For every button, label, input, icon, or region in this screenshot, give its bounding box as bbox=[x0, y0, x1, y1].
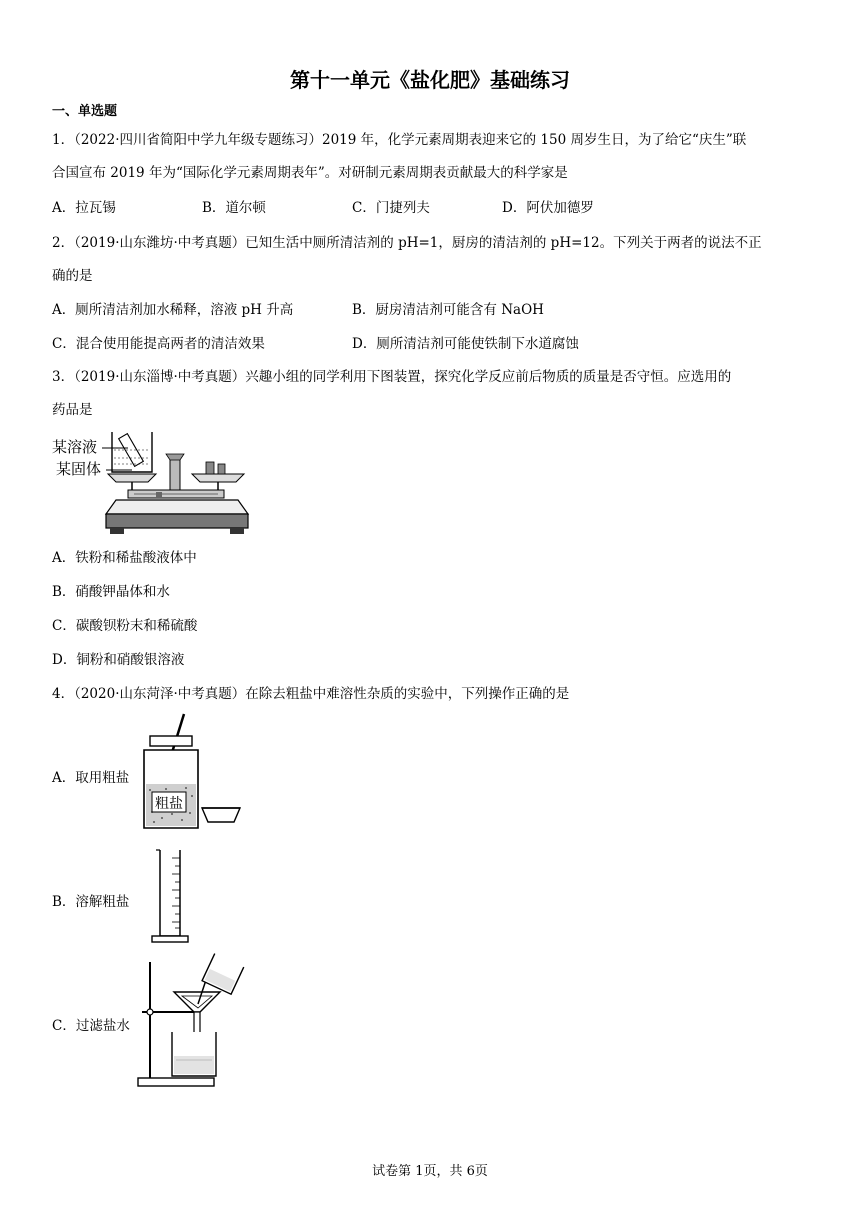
q1-option-d: D．阿伏加德罗 bbox=[502, 200, 594, 216]
q4-option-c: C．过滤盐水 bbox=[52, 1018, 130, 1034]
filtration-apparatus-figure bbox=[136, 952, 248, 1088]
q2-option-b: B．厨房清洁剂可能含有 NaOH bbox=[352, 302, 544, 318]
page-title: 第十一单元《盐化肥》基础练习 bbox=[290, 68, 570, 92]
q1-option-a: A．拉瓦锡 bbox=[52, 200, 116, 216]
graduated-cylinder-figure bbox=[150, 848, 190, 946]
q3-option-a: A．铁粉和稀盐酸液体中 bbox=[52, 550, 197, 566]
q1-option-b: B．道尔顿 bbox=[202, 200, 266, 216]
section-heading: 一、单选题 bbox=[52, 104, 118, 119]
q3-line-2: 药品是 bbox=[52, 402, 93, 418]
q2-option-a: A．厕所清洁剂加水稀释，溶液 pH 升高 bbox=[52, 302, 294, 318]
q2-option-c: C．混合使用能提高两者的清洁效果 bbox=[52, 336, 265, 352]
q2-line-2: 确的是 bbox=[52, 268, 93, 284]
solution-label: 某溶液 bbox=[52, 438, 98, 456]
page-footer: 试卷第 1页，共 6页 bbox=[372, 1164, 488, 1179]
solid-label: 某固体 bbox=[56, 460, 102, 478]
q4-option-a: A．取用粗盐 bbox=[52, 770, 130, 786]
q1-line-1: 1．（2022·四川省简阳中学九年级专题练习）2019 年，化学元素周期表迎来它的 150 周岁生日，为了给它“庆生”联 bbox=[52, 132, 747, 148]
salt-bottle-spoon-figure bbox=[136, 710, 256, 834]
q2-option-d: D．厕所清洁剂可能使铁制下水道腐蚀 bbox=[352, 336, 579, 352]
salt-label: 粗盐 bbox=[155, 796, 183, 812]
q3-option-c: C．碳酸钡粉末和稀硫酸 bbox=[52, 618, 198, 634]
q2-line-1: 2．（2019·山东潍坊·中考真题）已知生活中厕所清洁剂的 pH=1，厨房的清洁剂的 pH=12。下列关于两者的说法不正 bbox=[52, 235, 762, 251]
q4-option-b: B．溶解粗盐 bbox=[52, 894, 130, 910]
q3-option-d: D．铜粉和硝酸银溶液 bbox=[52, 652, 185, 668]
q1-line-2: 合国宣布 2019 年为“国际化学元素周期表年”。对研制元素周期表贡献最大的科学家是 bbox=[52, 165, 568, 181]
balance-apparatus-figure bbox=[52, 428, 252, 536]
q1-option-c: C．门捷列夫 bbox=[352, 200, 430, 216]
q4-line-1: 4．（2020·山东菏泽·中考真题）在除去粗盐中难溶性杂质的实验中，下列操作正确的是 bbox=[52, 686, 570, 702]
q3-line-1: 3．（2019·山东淄博·中考真题）兴趣小组的同学利用下图装置，探究化学反应前后物质的质量是否守恒。应选用的 bbox=[52, 369, 732, 385]
q3-option-b: B．硝酸钾晶体和水 bbox=[52, 584, 170, 600]
